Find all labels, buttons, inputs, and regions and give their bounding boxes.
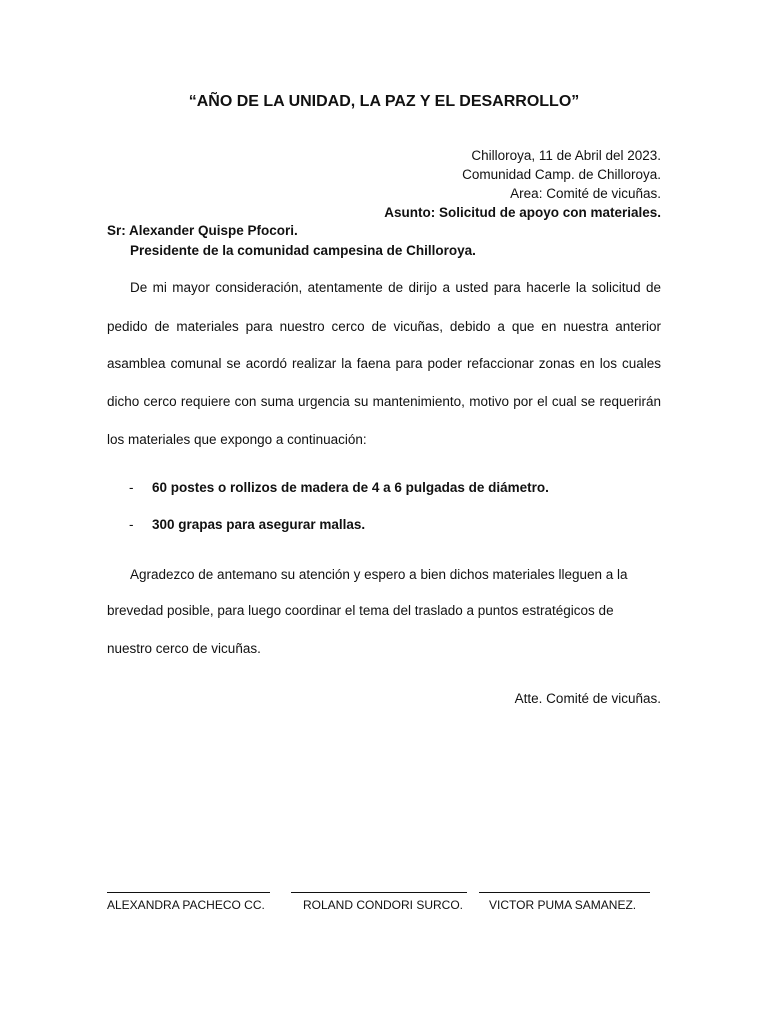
signatory-name: VICTOR PUMA SAMANEZ. (489, 898, 637, 912)
recipient-role: Presidente de la comunidad campesina de Chilloroya. (130, 243, 476, 258)
paragraph-line: De mi mayor consideración, atentamente de dirijo a usted para hacerle la solicitud de (130, 280, 661, 295)
paragraph-line: brevedad posible, para luego coordinar el tema del traslado a puntos estratégicos de (107, 603, 614, 618)
signature-line (291, 880, 467, 893)
bullet-marker: - (129, 480, 134, 495)
paragraph-line: pedido de materiales para nuestro cerco de vicuñas, debido a que en nuestra anterior (107, 319, 661, 334)
community-line: Comunidad Camp. de Chilloroya. (462, 167, 661, 182)
document-title: “AÑO DE LA UNIDAD, LA PAZ Y EL DESARROLLO” (188, 93, 580, 110)
place-date: Chilloroya, 11 de Abril del 2023. (471, 148, 661, 163)
paragraph-line: los materiales que expongo a continuación: (107, 432, 367, 447)
signatory-name: ALEXANDRA PACHECO CC. (107, 898, 265, 912)
area-line: Area: Comité de vicuñas. (510, 186, 661, 201)
closing: Atte. Comité de vicuñas. (514, 691, 661, 706)
subject-line: Asunto: Solicitud de apoyo con materiales. (384, 205, 661, 220)
bullet-item: 60 postes o rollizos de madera de 4 a 6 pulgadas de diámetro. (152, 480, 549, 495)
paragraph-line: dicho cerco requiere con suma urgencia su mantenimiento, motivo por el cual se requerirán (107, 394, 661, 409)
paragraph-line: nuestro cerco de vicuñas. (107, 641, 261, 656)
recipient-name: Sr: Alexander Quispe Pfocori. (107, 223, 298, 238)
signatory-name: ROLAND CONDORI SURCO. (303, 898, 464, 912)
signature-line (107, 880, 270, 893)
signature-line (479, 880, 650, 893)
bullet-item: 300 grapas para asegurar mallas. (152, 517, 366, 532)
paragraph-line: asamblea comunal se acordó realizar la faena para poder refaccionar zonas en los cuales (107, 356, 661, 371)
paragraph-line: Agradezco de antemano su atención y espero a bien dichos materiales lleguen a la (130, 567, 628, 582)
bullet-marker: - (129, 517, 134, 532)
